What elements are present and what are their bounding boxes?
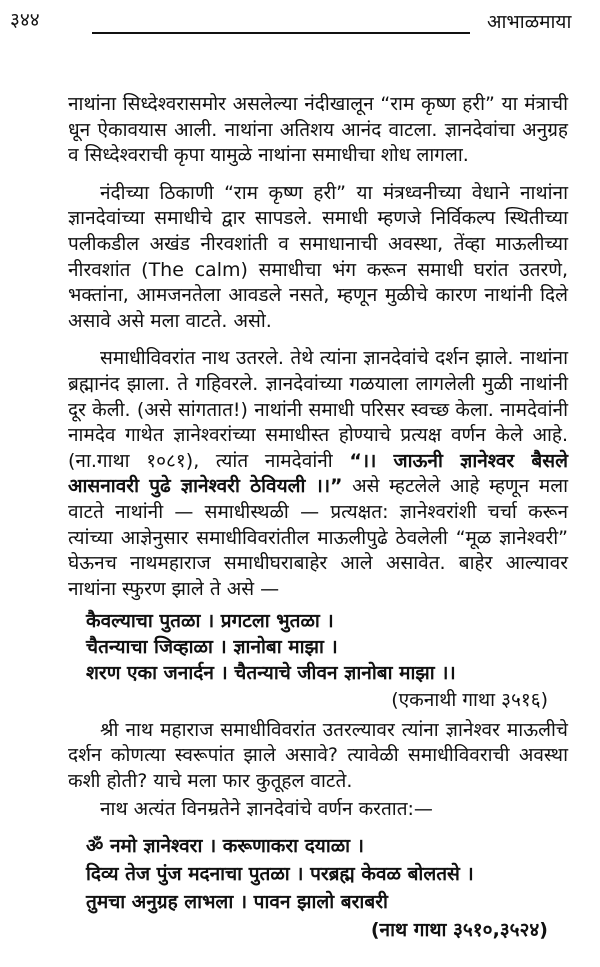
body-text xyxy=(68,92,568,944)
verse-reference: (एकनाथी गाथा ३५१६) xyxy=(391,689,548,712)
paragraph-5: नाथ अत्यंत विनम्रतेने ज्ञानदेवांचे वर्णन करतात:— xyxy=(100,797,433,820)
verse-line: दिव्य तेज पुंज मदनाचा पुतळा । परब्रह्म केवळ बोलतसे । xyxy=(86,863,474,886)
verse-line: शरण एका जनार्दन । चैतन्याचे जीवन ज्ञानोबा माझा ।। xyxy=(86,662,456,685)
paragraph-1: नाथांना सिध्देश्वरासमोर असलेल्या नंदीखालून “राम कृष्ण हरी” या मंत्राची धून ऐकावयास आली. नाथांना अतिशय आनंद वाटला. ज्ञानदेवांचा अनुग्रह व सिध्देश्वराची कृपा यामुळे नाथांना समाधीचा शोध लागला. xyxy=(68,93,568,167)
page-number: ३४४ xyxy=(10,9,40,31)
verse-line: कैवल्याचा पुतळा । प्रगटला भुतळा । xyxy=(86,610,334,633)
page-header xyxy=(0,0,600,40)
verse-line: चैतन्याचा जिव्हाळा । ज्ञानोबा माझा । xyxy=(86,636,338,659)
verse-line: तुमचा अनुग्रह लाभला । पावन झालो बराबरी xyxy=(86,891,388,914)
namdev-quote: “।। जाऊनी ज्ञानेश्वर बैसले आसनावरी पुढे ज्ञानेश्वरी ठेवियली ।।” xyxy=(68,449,569,498)
verse-block-eknath xyxy=(86,608,568,686)
verse-block-nath xyxy=(86,832,568,916)
verse-line: ॐ नमो ज्ञानेश्वरा । करूणाकरा दयाळा । xyxy=(86,835,364,858)
verse-reference: (नाथ गाथा ३५१०,३५२४) xyxy=(370,919,548,942)
paragraph-4: श्री नाथ महाराज समाधीविवरांत उतरल्यावर त्यांना ज्ञानेश्वर माऊलीचे दर्शन कोणत्या स्वरूपांत झाले असावे? त्यावेळी समाधीविवराची अवस्था कशी होती? याचे मला फार कुतूहल वाटते. xyxy=(68,718,568,793)
running-title: आभाळमाया xyxy=(487,11,572,33)
paragraph-3 xyxy=(68,346,568,602)
paragraph-2: नंदीच्या ठिकाणी “राम कृष्ण हरी” या मंत्रध्वनीच्या वेधाने नाथांना ज्ञानदेवांच्या समाधीचे द्वार सापडले. समाधी म्हणजे निर्विकल्प स्थितीच्या पलीकडील अखंड नीरवशांती व समाधानाची अवस्था, तेंव्हा माऊलीच्या नीरवशांत (The calm) समाधीचा भंग करून समाधी घरांत उतरणे, भक्तांना, आमजनतेला आवडले नसते, म्हणून मुळीचे कारण नाथांनी दिले असावे असे मला वाटते. असो. xyxy=(68,181,568,332)
header-rule xyxy=(92,32,470,34)
paragraph-3-text-a: समाधीविवरांत नाथ उतरले. तेथे त्यांना ज्ञानदेवांचे दर्शन झाले. नाथांना ब्रह्मानंद झाला. ते गहिवरले. ज्ञानदेवांच्या गळयाला लागलेली मुळी नाथांनी दूर केली. (असे सांगतात!) नाथांनी समाधी परिसर स्वच्छ केला. नामदेवांनी नामदेव गाथेत ज्ञानेश्वरांच्या समाधीस्त होण्याचे प्रत्यक्ष वर्णन केले आहे. (ना.गाथा १०८१), त्यांत नामदेवांनी xyxy=(68,347,568,472)
paragraph-3-text-b: असे म्हटलेले आहे म्हणून मला वाटते नाथांनी — समाधीस्थळी — प्रत्यक्षत: ज्ञानेश्वरांशी चर्चा करून त्यांच्या आज्ञेनुसार समाधीविवरांतील माऊलीपुढे ठेवलेली “मूळ ज्ञानेश्वरी” घेऊनच नाथमहाराज समाधीघराबाहेर आले असावेत. बाहेर आल्यावर नाथांना स्फुरण झाले ते असे — xyxy=(68,475,568,600)
